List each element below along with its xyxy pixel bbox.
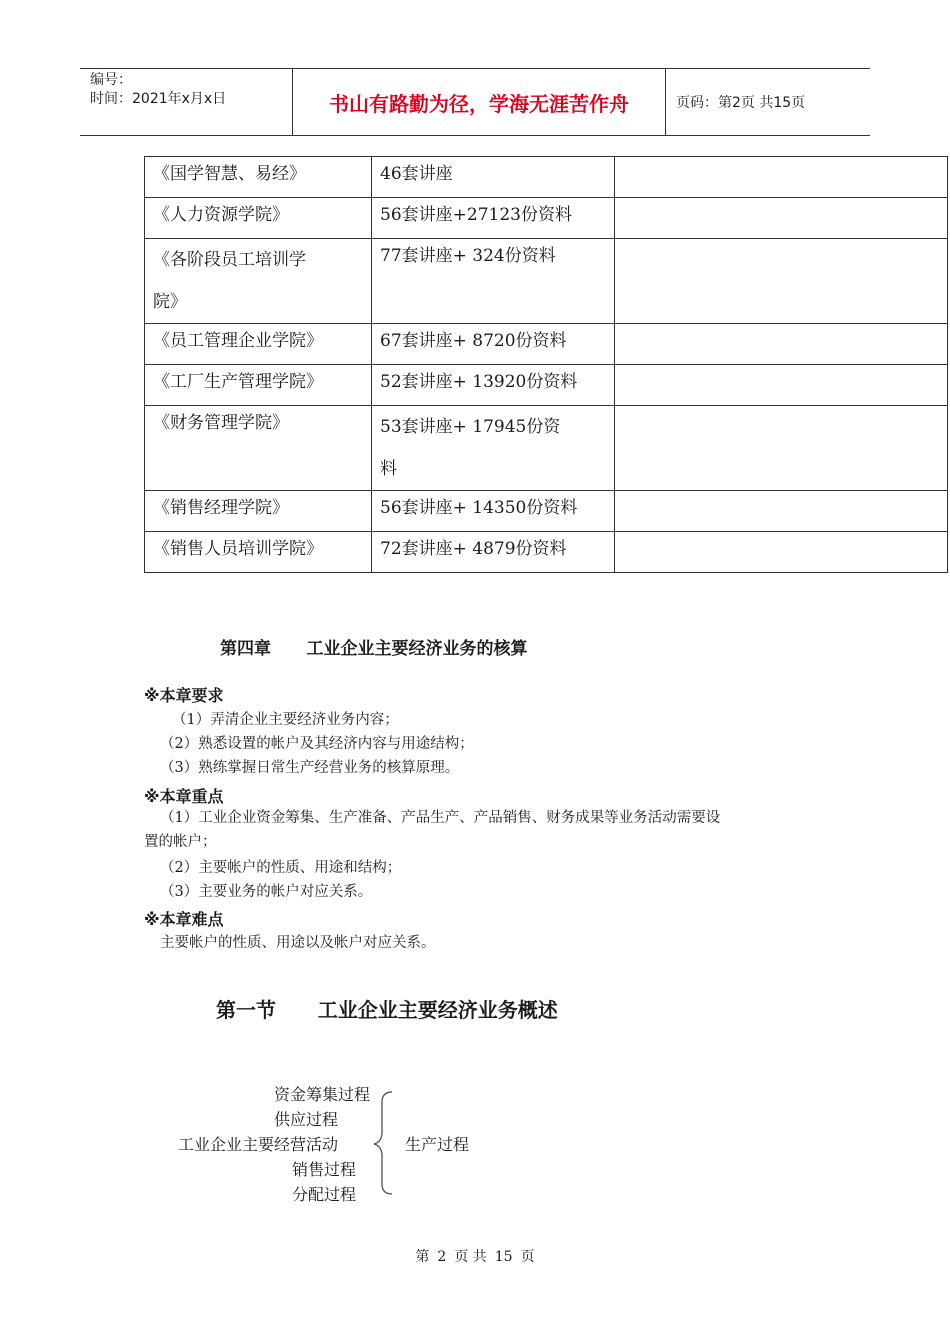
- page-footer: [0, 1246, 950, 1266]
- difficulty-item: 主要帐户的性质、用途以及帐户对应关系。: [160, 935, 436, 951]
- requirement-item: （2）熟悉设置的帐户及其经济内容与用途结构；: [160, 736, 474, 752]
- footer-prefix: 第: [415, 1249, 430, 1265]
- course-detail: 46套讲座: [372, 157, 615, 198]
- course-detail: 56套讲座+ 14350份资料: [372, 491, 615, 532]
- table-row: [145, 406, 948, 491]
- chapter-title: 第四章 工业企业主要经济业务的核算: [220, 639, 528, 659]
- course-detail: 77套讲座+ 324份资料: [372, 239, 615, 324]
- diagram-branch: 供应过程: [274, 1110, 339, 1129]
- date-label: 时间：2021年x月x日: [90, 91, 227, 107]
- table-row: [145, 324, 948, 365]
- footer-page-number: 2: [437, 1249, 447, 1265]
- course-note: [615, 406, 948, 491]
- course-note: [615, 365, 948, 406]
- course-name: 《人力资源学院》: [145, 198, 372, 239]
- key-points-heading: ※本章重点: [144, 787, 224, 806]
- page-header: [80, 68, 870, 136]
- course-note: [615, 198, 948, 239]
- table-row: [145, 532, 948, 573]
- header-left: [80, 69, 293, 135]
- difficulties-heading: ※本章难点: [144, 910, 224, 929]
- course-note: [615, 239, 948, 324]
- course-detail: 67套讲座+ 8720份资料: [372, 324, 615, 365]
- course-name: 《财务管理学院》: [145, 406, 372, 491]
- course-name: 《工厂生产管理学院》: [145, 365, 372, 406]
- course-detail-line: 53套讲座+ 17945份资: [380, 417, 561, 437]
- number-label: 编号：: [90, 72, 132, 88]
- key-point-item: （3）主要业务的帐户对应关系。: [160, 884, 373, 900]
- course-detail: 52套讲座+ 13920份资料: [372, 365, 615, 406]
- key-point-item: 置的帐户；: [144, 834, 217, 850]
- footer-mid: 页 共: [454, 1249, 487, 1265]
- footer-suffix: 页: [520, 1249, 535, 1265]
- footer-total-pages: 15: [494, 1249, 513, 1265]
- header-page-info: 页码：第2页 共15页: [676, 95, 806, 111]
- course-name: [145, 239, 372, 324]
- course-name: 《销售经理学院》: [145, 491, 372, 532]
- brace-icon: [370, 1088, 396, 1198]
- diagram-branch: 资金筹集过程: [274, 1085, 371, 1104]
- table-row: [145, 491, 948, 532]
- diagram-root: 工业企业主要经营活动: [178, 1135, 339, 1154]
- course-detail: [372, 406, 615, 491]
- course-note: [615, 324, 948, 365]
- diagram-right: 生产过程: [405, 1135, 470, 1154]
- course-name: 《国学智慧、易经》: [145, 157, 372, 198]
- course-note: [615, 157, 948, 198]
- course-name-line: 院》: [153, 292, 187, 312]
- table-row: [145, 198, 948, 239]
- course-note: [615, 532, 948, 573]
- requirement-item: （3）熟练掌握日常生产经营业务的核算原理。: [160, 760, 460, 776]
- course-table: [144, 156, 948, 573]
- diagram-branch: 销售过程: [292, 1160, 357, 1179]
- course-name-line: 《各阶段员工培训学: [153, 250, 306, 270]
- header-motto: 书山有路勤为径，学海无涯苦作舟: [293, 69, 666, 135]
- key-point-item: （2）主要帐户的性质、用途和结构；: [160, 860, 402, 876]
- table-row: [145, 157, 948, 198]
- table-row: [145, 239, 948, 324]
- course-note: [615, 491, 948, 532]
- section-title: 第一节 工业企业主要经济业务概述: [216, 998, 558, 1022]
- course-detail-line: 料: [380, 459, 397, 479]
- requirement-item: （1）弄清企业主要经济业务内容；: [172, 712, 399, 728]
- course-detail: 56套讲座+27123份资料: [372, 198, 615, 239]
- diagram-branch: 分配过程: [292, 1185, 357, 1204]
- course-name: 《销售人员培训学院》: [145, 532, 372, 573]
- key-point-item: （1）工业企业资金筹集、生产准备、产品生产、产品销售、财务成果等业务活动需要设: [160, 810, 721, 826]
- requirements-heading: ※本章要求: [144, 686, 224, 705]
- course-detail: 72套讲座+ 4879份资料: [372, 532, 615, 573]
- table-row: [145, 365, 948, 406]
- course-name: 《员工管理企业学院》: [145, 324, 372, 365]
